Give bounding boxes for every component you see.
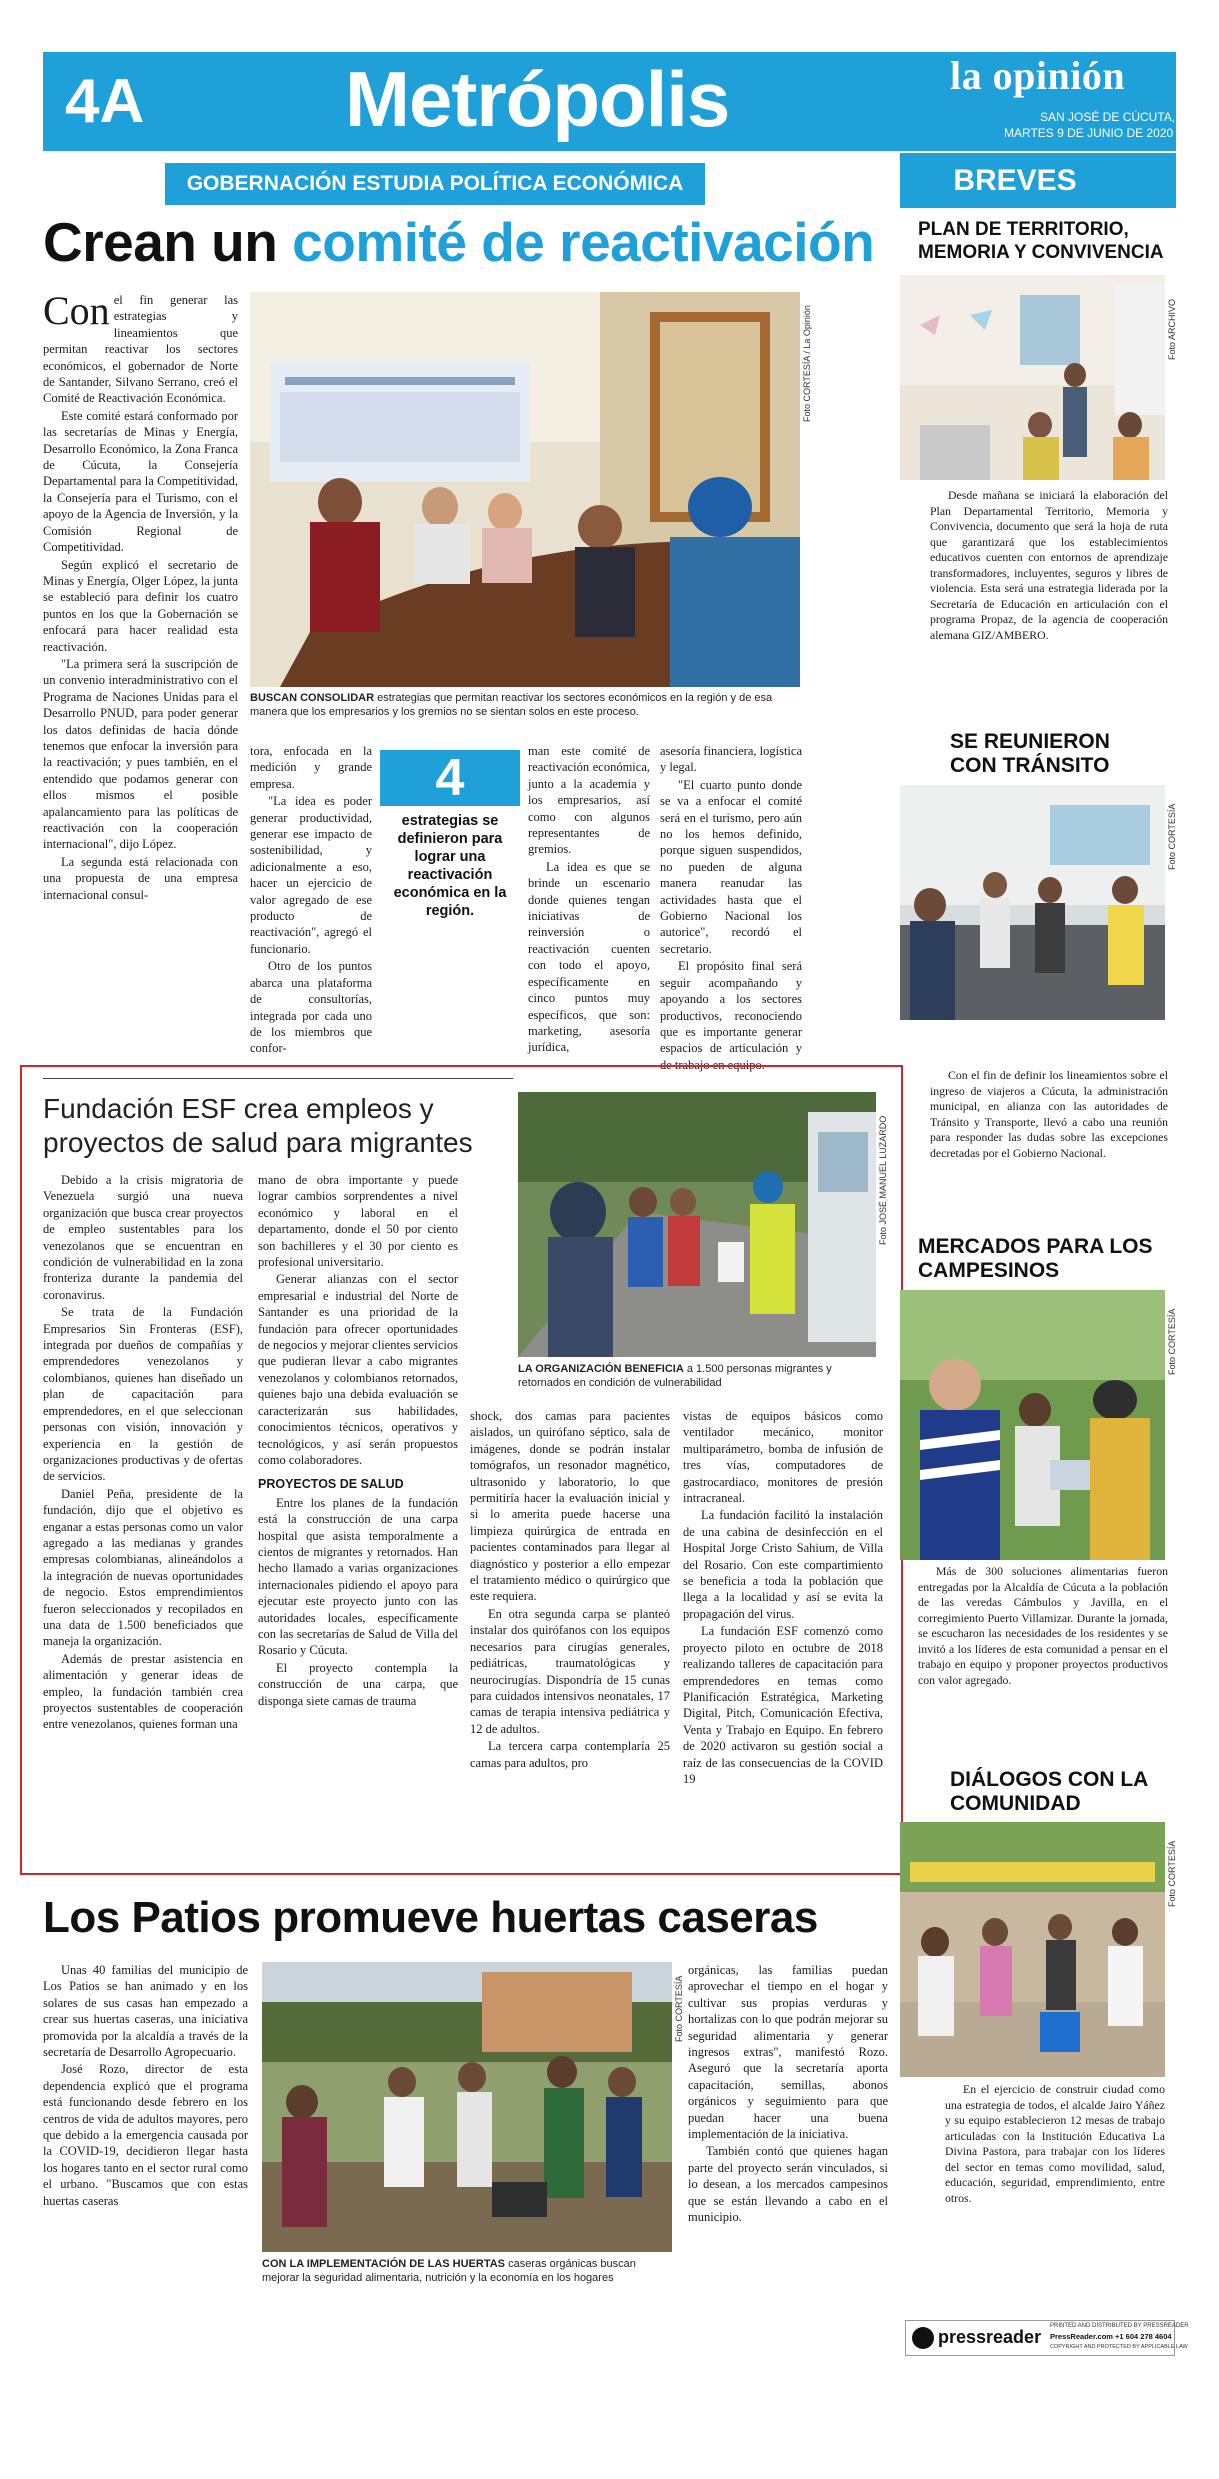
esf-paragraph: vistas de equipos básicos como ventilador mecánico, monitor multiparámetro, bomba de infusión de tres vías, computadores de gastrocardiaco, monitores de presión intracraneal. xyxy=(683,1409,883,1506)
main-headline xyxy=(43,207,874,277)
esf-caption-text: a 1.500 personas migrantes y retornados en condición de vulnerabilidad xyxy=(518,1363,832,1389)
patios-paragraph: José Rozo, director de esta dependencia explicó que el programa está funcionando desde febrero en los centros de vida de adultos mayores, pero que debido a la emergencia causada por la COVID-19, decidieron llegar hasta los hogares tanto en el sector rural como el urbano. "Buscamos que con estas huertas caseras xyxy=(43,2062,248,2208)
section-title: Metrópolis xyxy=(345,55,730,143)
esf-paragraph: Debido a la crisis migratoria de Venezuela surgió una nueva organización que busca crear proyectos de empleo sustentables para los venezolanos que se encuentran en condición de vulnerabilidad en la zona fronteriza durante la pandemia del coronavirus. xyxy=(43,1173,243,1302)
main-paragraph: el fin generar las estrategias y lineamientos que permitan reactivar los sectores económicos, el gobernador de Norte de Santander, Silvano Serrano, creó el Comité de Reactivación Económica. xyxy=(43,293,238,406)
esf-col-3 xyxy=(470,1408,670,1863)
main-paragraph: El propósito final será seguir acompañando y apoyando a los sectores productivos, reconociendo que es importante generar espacios de articulación y de trabajo en equipo. xyxy=(660,959,802,1072)
main-paragraph: "El cuarto punto donde se va a enfocar el comité será en el turismo, pero aún no los hemos definido, porque siguen suspendidos, no pueden de alguna manera reanudar las actividades hasta que el Gobierno Nacional los autorice", recordó el secretario. xyxy=(660,777,802,956)
main-paragraph: Según explicó el secretario de Minas y Energía, Olger López, la junta se estableció para definir los cuatro puntos en los que la Gobernación se enfocará para hacer realidad esta reactivación. xyxy=(43,557,238,654)
callout-text: estrategias se definieron para lograr una reactivación económica en la región. xyxy=(393,813,507,919)
main-paragraph: La idea es que se brinde un escenario donde quienes tengan iniciativas de reinversión o reactivación cuenten con todo el apoyo, específicamente en cinco puntos muy específicos, que son: marketing, asesoría jurídica, xyxy=(528,859,650,1055)
main-dropcap: Con xyxy=(43,288,110,333)
sidebar-title-3: MERCADOS PARA LOS CAMPESINOS xyxy=(918,1235,1153,1282)
esf-paragraph: Se trata de la Fundación Empresarios Sin Fronteras (ESF), integrada por dueños de compañías y emprendedores venezolanos y colombianos, quienes han diseñado un plan de capacitación para emprendedores, en el que seleccionan personas con visión, innovación y experiencia en la gestión de organizaciones productivas y de ofertas de servicios. xyxy=(43,1305,243,1484)
pressreader-icon xyxy=(912,2327,934,2349)
footer-line-1: PRINTED AND DISTRIBUTED BY PRESSREADER xyxy=(1050,2323,1189,2329)
main-paragraph: Este comité estará conformado por las secretarías de Minas y Energía, Desarrollo Económico, la Zona Franca de Cúcuta, la Consejería Departamental para la Competitividad, la Consejería para el Turismo, con el apoyo de la Agencia de Inversión, y la Comisión Regional de Competitividad. xyxy=(43,408,238,555)
esf-paragraph: mano de obra importante y puede lograr cambios sorprendentes a nivel económico y laboral en el departamento, donde el 50 por ciento son bachilleres y el 30 por ciento es profesional universitario. xyxy=(258,1173,458,1270)
patios-paragraph: orgánicas, las familias puedan aprovechar el tiempo en el hogar y cultivar sus propias verduras y hortalizas con lo que podrán mejorar su seguridad alimentaria y generar ingresos extras", manifestó Rozo. Aseguró que la secretaría aporta capacitación, semillas, abonos orgánicos y seguimiento para que puedan hacer una buena implementación de la iniciativa. xyxy=(688,1963,888,2142)
esf-col-1 xyxy=(43,1172,243,1862)
esf-paragraph: Daniel Peña, presidente de la fundación, dijo que el objetivo es enganar a estas personas como un valor agregado a las medianas y grandes empresas colombianas, alineándolos a la integración de nuevas oportunidades de negocio. Estos emprendimientos fueron seleccionados y recopilados en una data de 1.500 beneficiados que maneja la organización. xyxy=(43,1486,243,1649)
esf-paragraph: En otra segunda carpa se planteó instalar dos quirófanos con los equipos necesarios para cirugías generales, pediátricas, traumatológicas y neurocirugías. Dispondría de 15 cunas para cuidados intensivos neonatales, 17 camas de terapia intensiva pediátrica y 12 de adultos. xyxy=(470,1606,670,1736)
sidebar-photo-credit-2: Foto CORTESÍA xyxy=(1167,803,1177,870)
page-number: 4A xyxy=(65,67,145,136)
main-paragraph: asesoría financiera, logística y legal. xyxy=(660,744,802,775)
esf-paragraph: La tercera carpa contemplaría 25 camas para adultos, pro xyxy=(470,1739,670,1770)
patios-caption-text: caseras orgánicas buscan mejorar la seguridad alimentaria, nutrición y la economía en los hogares xyxy=(262,2258,636,2284)
patios-paragraph: Unas 40 familias del municipio de Los Patios se han animado y en los solares de sus casas han empezado a crear sus huertas caseras, una iniciativa promovida por la alcaldía a través de la secretaría de Desarrollo Agropecuario. xyxy=(43,1963,248,2060)
patios-paragraph: También contó que quienes hagan parte del proyecto serán vinculados, si lo desean, a los mercados campesinos que se están llevando a cabo en el municipio. xyxy=(688,2144,888,2225)
patios-col-1 xyxy=(43,1962,248,2310)
esf-col-2 xyxy=(258,1172,458,1862)
sidebar-text-4: En el ejercicio de construir ciudad como una estrategia de todos, el alcalde Jairo Yáñez y su equipo establecieron 12 mesas de trabajo articuladas con la Institución Educativa La Divina Pastora, para trabajar con los líderes del sector en temas como movilidad, salud, educación, seguridad, emprendimiento, entre otros. xyxy=(945,2082,1165,2205)
main-paragraph: tora, enfocada en la medición y grande empresa. xyxy=(250,744,372,791)
sidebar-title-2: SE REUNIERON CON TRÁNSITO xyxy=(950,730,1110,777)
kicker: GOBERNACIÓN ESTUDIA POLÍTICA ECONÓMICA xyxy=(186,172,684,195)
sidebar-photo-credit-1: Foto ARCHIVO xyxy=(1167,298,1177,360)
main-caption-text: estrategias que permitan reactivar los sectores económicos en la región y de esa manera que los empresarios y los gremios no se sientan solos en este proceso. xyxy=(250,692,773,718)
main-paragraph: man este comité de reactivación económica, junto a la academia y los empresarios, así como con algunos representantes de gremios. xyxy=(528,744,650,857)
esf-paragraph: Generar alianzas con el sector empresarial e industrial del Norte de Santander es una prioridad de la fundación para ofrecer oportunidades de negocios y mejorar clientes servicios que pudieran llevar a cabo migrantes venezolanos y colombianos retornados, quienes bajo una debida evaluación se caracterizarán sus habilidades, conocimientos técnicos, operativos y tecnológicos, y así serán propuestos como colaboradores. xyxy=(258,1272,458,1467)
headline-part-1: Crean un xyxy=(43,211,293,273)
main-col-3 xyxy=(528,743,650,1055)
esf-subhead: PROYECTOS DE SALUD xyxy=(258,1477,404,1492)
sidebar-photo-2 xyxy=(900,785,1165,1020)
main-paragraph: "La primera será la suscripción de un convenio interadministrativo con el Programa de Naciones Unidas para el Desarrollo PNUD, para poder generar los datos definidas de hacia dónde tenemos que enfocar la inversión para la reactivación; y pues también, en el entendido que podamos generar con ellos mismos el posible apalancamiento para las políticas de reactivación con la cooperación internacional", dijo López. xyxy=(43,656,238,852)
patios-photo-caption xyxy=(262,2258,674,2288)
pressreader-logo: pressreader xyxy=(938,2327,1042,2347)
sidebar-text-1: Desde mañana se iniciará la elaboración del Plan Departamental Territorio, Memoria y Convivencia, documento que será la hoja de ruta que garantizará que los establecimientos educativos cuenten con entornos de aprendizaje transformadores, incluyentes, seguros y libres de violencia. Esta será una estrategia liderada por la Secretaría de Educación en articulación con el programa Propaz, de la agencia de cooperación alemana GIZ/AMBERO. xyxy=(930,488,1168,642)
esf-photo xyxy=(518,1092,876,1357)
sidebar-photo-4 xyxy=(900,1822,1165,2077)
esf-headline: Fundación ESF crea empleos y proyectos de salud para migrantes xyxy=(43,1093,473,1158)
main-paragraph: La segunda está relacionada con una propuesta de una empresa internacional consul- xyxy=(43,854,238,902)
sidebar-text-2: Con el fin de definir los lineamientos sobre el ingreso de viajeros a Cúcuta, la administración municipal, en alianza con las autoridades de Tránsito y Transporte, llevó a cabo una reunión para responder las dudas sobre las excepciones decretadas por el Gobierno Nacional. xyxy=(930,1068,1168,1160)
esf-paragraph: La fundación facilitó la instalación de una cabina de desinfección en el Hospital Jorge Cristo Sahium, de Villa del Rosario. Con este compartimiento se beneficia a toda la población que llega a la localidad y así se evita la propagación del virus. xyxy=(683,1508,883,1621)
patios-photo-credit: Foto CORTESÍA xyxy=(674,1975,684,2042)
main-col-4 xyxy=(660,743,802,1072)
main-photo-credit: Foto CORTESÍA / La Opinión xyxy=(802,305,812,422)
sidebar-text-3: Más de 300 soluciones alimentarias fueron entregadas por la Alcaldía de Cúcuta a la población de las veredas Cámbulos y Javilla, en el corregimiento Puerto Villamizar. Durante la jornada, se escucharon las necesidades de los residentes y se invitó a los líderes de esta comunidad a pensar en el trabajo en equipo y proponer proyectos productivos con valor agregado. xyxy=(918,1564,1168,1687)
esf-paragraph: La fundación ESF comenzó como proyecto piloto en octubre de 2018 realizando talleres de capacitación para emprendedores en temas como Planificación Estratégica, Marketing Digital, Pitch, Comunicación Efectiva, Venta y Trabajo en Equipo. En febrero de 2020 activaron su gestión social a raíz de las consecuencias de la COVID 19 xyxy=(683,1624,883,1786)
esf-rule xyxy=(43,1078,513,1079)
main-paragraph: "La idea es poder generar productividad, generar ese impacto de sostenibilidad, y adicionalmente a eso, hacer un ejercicio de valor agregado de ese producto de reactivación", agregó el funcionario. xyxy=(250,794,372,956)
callout-number: 4 xyxy=(435,749,465,807)
sidebar-photo-3 xyxy=(900,1290,1165,1560)
sidebar-title-4: DIÁLOGOS CON LA COMUNIDAD xyxy=(950,1768,1148,1815)
esf-caption-lead: LA ORGANIZACIÓN BENEFICIA xyxy=(518,1363,684,1375)
patios-caption-lead: CON LA IMPLEMENTACIÓN DE LAS HUERTAS xyxy=(262,2258,506,2270)
patios-headline: Los Patios promueve huertas caseras xyxy=(43,1893,818,1942)
sidebar-photo-credit-4: Foto CORTESÍA xyxy=(1167,1840,1177,1907)
esf-photo-caption xyxy=(518,1363,878,1393)
patios-photo xyxy=(262,1962,672,2252)
patios-col-2 xyxy=(688,1962,888,2310)
esf-paragraph: Además de prestar asistencia en alimentación y generar ideas de empleo, la fundación también crea proyectos sustentables de cooperación entre venezolanos, quienes forman una xyxy=(43,1651,243,1732)
sidebar-title-1: PLAN DE TERRITORIO, MEMORIA Y CONVIVENCIA xyxy=(918,219,1164,263)
sidebar-photo-1 xyxy=(900,275,1165,480)
esf-col-4 xyxy=(683,1408,883,1863)
main-caption-lead: BUSCAN CONSOLIDAR xyxy=(250,692,375,704)
main-paragraph: Otro de los puntos abarca una plataforma de consultorías, integrada por cada uno de los miembros que confor- xyxy=(250,959,372,1056)
esf-paragraph: El proyecto contempla la construcción de una carpa, que disponga siete camas de trauma xyxy=(258,1660,458,1708)
main-photo-caption xyxy=(250,692,802,722)
header-city: SAN JOSÉ DE CÚCUTA, xyxy=(1040,110,1176,124)
main-photo xyxy=(250,292,800,687)
headline-part-2: comité de reactivación xyxy=(292,211,875,273)
main-col-1 xyxy=(43,288,238,1055)
footer-line-2: PressReader.com +1 604 278 4604 xyxy=(1050,2332,1172,2341)
sidebar-photo-credit-3: Foto CORTESÍA xyxy=(1167,1308,1177,1375)
footer-line-3: COPYRIGHT AND PROTECTED BY APPLICABLE LAW xyxy=(1050,2344,1188,2350)
brand-logo: la opinión xyxy=(950,53,1126,98)
breves-label: BREVES xyxy=(953,164,1077,197)
main-col-2 xyxy=(250,743,372,1055)
esf-paragraph: shock, dos camas para pacientes aislados, un quirófano séptico, sala de imágenes, donde se podrán instalar tomógrafos, un resonador magnético, ultrasonido y laboratorio, lo que permitiría hacer la evaluación inicial y si lo amerita puede hacerse una limpieza quirúrgica de entrada en pacientes contaminados para llegar al diagnóstico y posterior a ello empezar el tratamiento médico o quirúrgico que este requiera. xyxy=(470,1409,670,1604)
esf-photo-credit: Foto JOSÉ MANUEL LUZARDO xyxy=(878,1115,888,1245)
esf-paragraph: Entre los planes de la fundación está la construcción de una carpa hospital que asista temporalmente a cientos de migrantes y retornados. Han hecho llamado a varias organizaciones internacionales pidiendo el apoyo para ejecutar este proyecto junto con las autoridades locales, específicamente con las secretarías de Salud de Villa del Rosario y Cúcuta. xyxy=(258,1495,458,1658)
header-date: MARTES 9 DE JUNIO DE 2020 xyxy=(1004,126,1174,140)
